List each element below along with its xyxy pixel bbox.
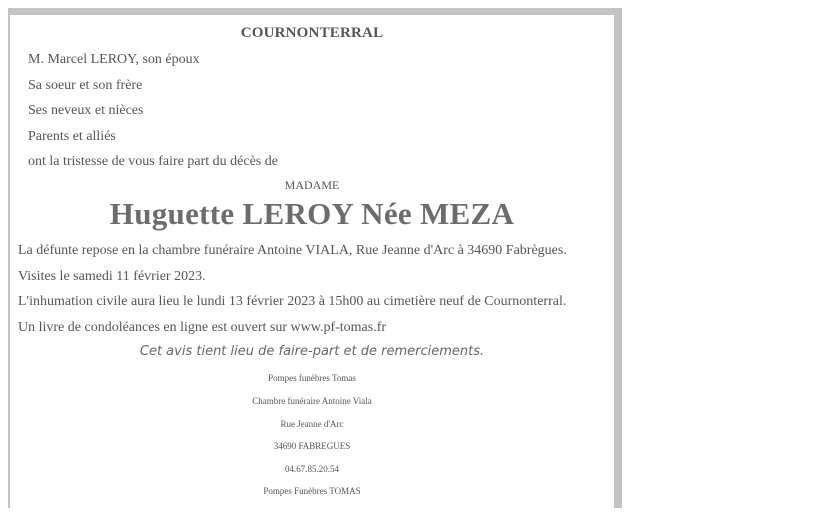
detail-visits: Visites le samedi 11 février 2023. [18,269,206,284]
obituary-panel [10,15,614,508]
funeral-home-phone: 04.67.85.20.54 [285,464,339,474]
deceased-name: Huguette LEROY Née MEZA [109,196,515,231]
detail-burial: L'inhumation civile aura lieu le lundi 13 février 2023 à 15h00 au cimetière neuf de Cournonterral. [18,294,567,309]
family-line-announcement: ont la tristesse de vous faire part du décès de [28,154,278,169]
funeral-home-name: Pompes funèbres Tomas [268,373,356,383]
family-line-nephews: Ses neveux et nièces [28,103,144,118]
town-heading: COURNONTERRAL [240,25,384,41]
family-line-spouse: M. Marcel LEROY, son époux [28,52,200,67]
deceased-title: MADAME [284,178,340,192]
detail-rest-place: La défunte repose en la chambre funéraire Antoine VIALA, Rue Jeanne d'Arc à 34690 Fabrègues. [18,243,567,258]
funeral-home-chamber: Chambre funéraire Antoine Viala [252,396,372,406]
family-line-relatives: Parents et alliés [28,129,116,144]
funeral-home-city: 34690 FABREGUES [273,441,351,451]
notice-text: Cet avis tient lieu de faire-part et de remerciements. [139,344,485,359]
funeral-home-signature: Pompes Funèbres TOMAS [263,486,361,496]
funeral-home-street: Rue Jeanne d'Arc [280,419,344,429]
detail-condolences: Un livre de condoléances en ligne est ouvert sur www.pf-tomas.fr [18,320,387,335]
family-line-siblings: Sa soeur et son frère [28,78,143,93]
notice-frame [8,8,622,508]
